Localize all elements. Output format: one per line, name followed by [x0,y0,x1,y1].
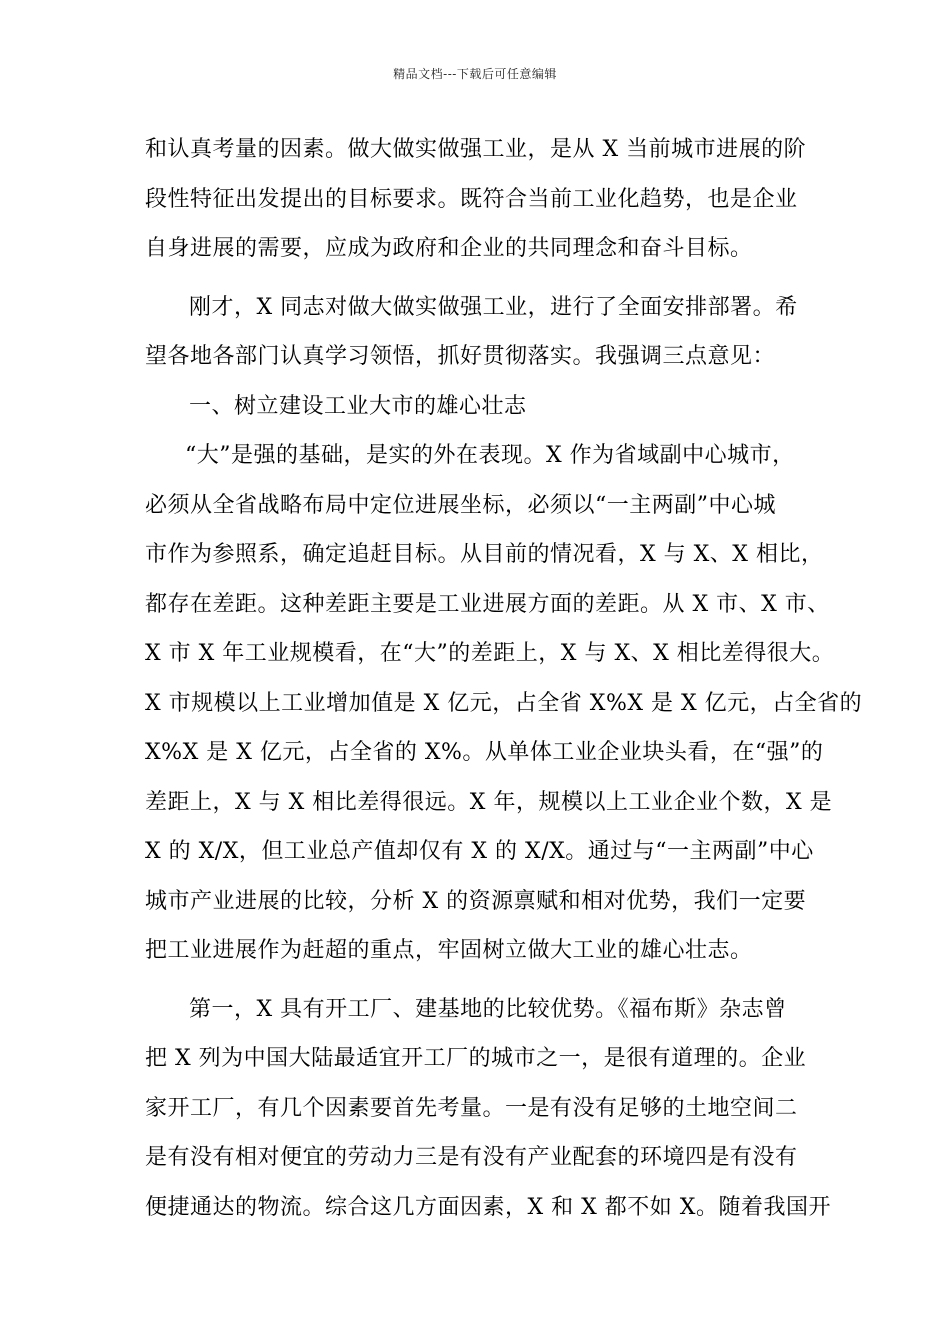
text-line: 刚才，X 同志对做大做实做强工业，进行了全面安排部署。希 [189,294,798,320]
text-line: 把 X 列为中国大陆最适宜开工厂的城市之一，是很有道理的。企业 [145,1046,807,1071]
paragraph-gap [145,981,821,990]
text-line: 都存在差距。这种差距主要是工业进展方面的差距。从 X 市、X 市、 [145,591,830,617]
document-body [145,130,863,1237]
text-line: X%X 是 X 亿元，占全省的 X%。从单体工业企业块头看，在“强”的 [145,740,824,765]
text-line: 和认真考量的因素。做大做实做强工业，是从 X 当前城市进展的阶 [145,137,807,162]
paragraph-gap [145,279,821,288]
text-line: X 市 X 年工业规模看，在“大”的差距上，X 与 X、X 相比差得很大。 [145,641,835,666]
text-line: 望各地各部门认真学习领悟，抓好贯彻落实。我强调三点意见： [145,344,776,369]
text-line: 城市产业进展的比较，分析 X 的资源禀赋和相对优势，我们一定要 [145,888,807,914]
text-line: 自身进展的需要，应成为政府和企业的共同理念和奋斗目标。 [145,236,753,261]
text-line: “大”是强的基础，是实的外在表现。X 作为省域副中心城市， [185,443,795,468]
text-line: 是有没有相对便宜的劳动力三是有没有产业配套的环境四是有没有 [145,1145,798,1170]
text-line: 段性特征出发提出的目标要求。既符合当前工业化趋势，也是企业 [145,186,798,212]
text-line: 把工业进展作为赶超的重点，牢固树立做大工业的雄心壮志。 [145,938,753,963]
text-line: X 的 X/X，但工业总产值却仅有 X 的 X/X。通过与“一主两副”中心 [145,839,814,864]
text-line: 市作为参照系，确定追赶目标。从目前的情况看，X 与 X、X 相比， [145,542,824,567]
section-heading: 一、树立建设工业大市的雄心壮志 [189,393,527,419]
text-line: 家开工厂，有几个因素要首先考量。一是有没有足够的土地空间二 [145,1095,798,1121]
text-line: X 市规模以上工业增加值是 X 亿元，占全省 X%X 是 X 亿元，占全省的 [145,690,863,716]
page-header: 精品文档---下载后可任意编辑 [393,67,557,81]
text-line: 必须从全省战略布局中定位进展坐标，必须以“一主两副”中心城 [145,492,776,518]
text-line: 差距上，X 与 X 相比差得很远。X 年，规模以上工业企业个数，X 是 [145,789,833,815]
text-line: 第一，X 具有开工厂、建基地的比较优势。《福布斯》杂志曾 [189,996,787,1022]
text-line: 便捷通达的物流。综合这几方面因素，X 和 X 都不如 X。随着我国开 [145,1194,831,1220]
